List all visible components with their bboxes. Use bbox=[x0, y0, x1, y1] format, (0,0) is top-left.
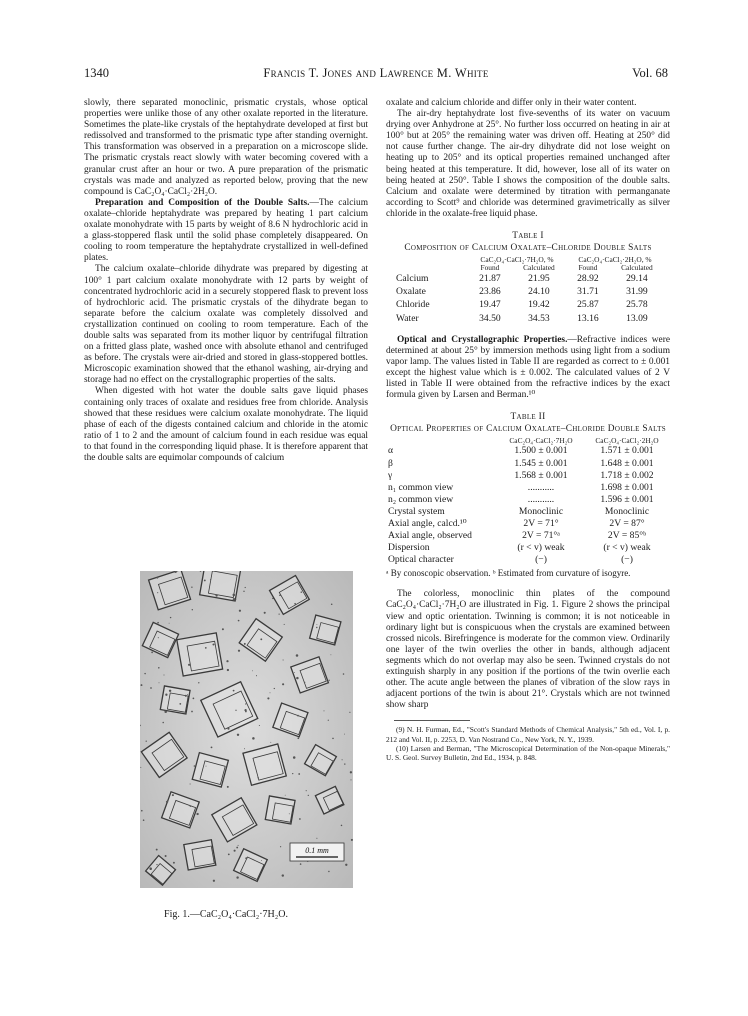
table-cell: Monoclinic bbox=[604, 505, 650, 517]
speck bbox=[280, 846, 281, 847]
table1-sub-header: Calculated bbox=[523, 263, 555, 273]
speck bbox=[164, 711, 167, 714]
paragraph: The colorless, monoclinic thin plates of the compound CaC₂O₄·CaCl₂·7H₂O are illustrated in Fig. 1. Figure 2 shows the principal view and optic orientation. Twinning is common; it is not noticeable in ordinary light but is conspicuous when the crystals are examined between crossed nicols. Birefringence is moderate for the common view. Ordinarily one layer of the twin overlies the other in bands, although adjacent segments which do not overlap may also be seen. Twinned crystals do not extinguish sharply in any position if the portions of the twin overlie each other. The acute angle between the planes of vibration of the slow rays in adjacent portions of the twin is about 21°. Crystals which are not twinned show sharp bbox=[386, 589, 670, 711]
speck bbox=[140, 767, 141, 768]
speck bbox=[190, 783, 191, 784]
table-cell: 31.71 bbox=[577, 286, 599, 298]
speck bbox=[282, 874, 284, 876]
speck bbox=[204, 579, 206, 581]
speck bbox=[344, 734, 345, 735]
speck bbox=[238, 650, 240, 652]
table-cell: (−) bbox=[621, 554, 633, 566]
speck bbox=[141, 810, 143, 812]
speck bbox=[292, 773, 293, 774]
speck bbox=[350, 779, 351, 780]
speck bbox=[158, 667, 160, 669]
speck bbox=[333, 760, 335, 762]
speck bbox=[330, 654, 331, 655]
speck bbox=[316, 838, 317, 839]
speck bbox=[280, 726, 281, 727]
speck bbox=[193, 698, 195, 700]
table-cell: Optical character bbox=[388, 554, 454, 566]
page-number: 1340 bbox=[84, 66, 109, 80]
speck bbox=[300, 863, 302, 865]
speck bbox=[198, 682, 199, 683]
paragraph: The air-dry heptahydrate lost five-sevenths of its water on vacuum drying over Anhydrone at 25°. No further loss occurred on heating in air at 100° but at 205° the remaining water was driven off. Heating at 250° did not cause further change. The air-dry dihydrate did not lose weight on heating up to 205° and its optical properties remained unchanged after being heated at this temperature. It did, however, lose all of its water on being heated at 250°. Table I shows the composition of the double salts. Calcium and oxalate were determined by titration with permanganate according to Scott⁹ and chloride was determined gravimetrically as silver chloride in the oxalate-free liquid phase. bbox=[386, 109, 670, 219]
speck bbox=[162, 722, 164, 724]
table-cell: 21.95 bbox=[528, 273, 550, 285]
table1-heading bbox=[386, 231, 670, 254]
table-row bbox=[394, 312, 664, 325]
references bbox=[386, 725, 670, 762]
speck bbox=[308, 795, 309, 796]
speck bbox=[157, 577, 159, 579]
table2-col-header: CaC₂O₄·CaCl₂·2H₂O bbox=[595, 436, 659, 446]
speck bbox=[190, 806, 191, 807]
speck bbox=[146, 741, 147, 742]
table-row bbox=[386, 554, 670, 566]
table-cell: (r < v) weak bbox=[517, 542, 565, 554]
speck bbox=[252, 670, 253, 671]
paragraph-text: —Refractive indices were determined at about 25° by immersion methods using light from a sodium vapor lamp. The values listed in Table II are regarded as correct to ± 0.001 except the highest value which is ± 0.002. The calculated values of 2 V listed in Table II were obtained from the refractive indices by the exact formula given by Larsen and Berman.¹⁰ bbox=[386, 334, 670, 401]
speck bbox=[236, 847, 238, 849]
speck bbox=[345, 864, 347, 866]
speck bbox=[243, 591, 244, 592]
paragraph: The calcium oxalate–chloride dihydrate was prepared by digesting at 100° 1 part calcium oxalate monohydrate with 12 parts by weight of concentrated hydrochloric acid in a securely stoppered flask to prevent loss of hydrochloric acid. The prismatic crystals of the dihydrate began to separate before the calcium oxalate was completely dissolved and crystallization continued on cooling to room temperature. Each of the double salts was separated from its mother liquor by centrifugal filtration on a fritted glass plate, washed once with absolute ethanol and centrifuged as before. The crystals were air-dried and stored in glass-stoppered bottles. Microscopic examination showed that the ethanol washing, air-drying and storage had no effect on the crystallographic properties of the salts. bbox=[84, 264, 368, 386]
paragraph-text: —The calcium oxalate–chloride heptahydrate was prepared by heating 1 part calcium oxalate monohydrate with 15 parts by weight of 8.6 N hydrochloric acid in a glass-stoppered flask until the solid phase completely disappeared. On cooling to room temperature the heptahydrate crystallized in well-defined plates. bbox=[84, 197, 368, 264]
speck bbox=[328, 720, 329, 721]
speck bbox=[189, 805, 190, 806]
speck bbox=[341, 825, 343, 827]
table-row bbox=[386, 470, 670, 482]
speck bbox=[192, 609, 193, 610]
speck bbox=[194, 765, 196, 767]
table1-group-header: CaC₂O₄·CaCl₂·7H₂O, % bbox=[480, 255, 554, 265]
speck bbox=[236, 876, 238, 878]
speck bbox=[272, 598, 274, 600]
speck bbox=[331, 603, 333, 605]
table-cell: 1.648 ± 0.001 bbox=[600, 457, 654, 469]
table2 bbox=[386, 437, 670, 566]
speck bbox=[239, 610, 241, 612]
speck bbox=[165, 855, 167, 857]
speck bbox=[206, 766, 207, 767]
speck bbox=[306, 790, 307, 791]
table-cell: 1.698 ± 0.001 bbox=[600, 481, 654, 493]
scale-label: 0.1 mm bbox=[305, 846, 329, 855]
speck bbox=[226, 660, 228, 662]
speck bbox=[351, 839, 353, 841]
speck bbox=[185, 695, 187, 697]
speck bbox=[344, 763, 345, 764]
table-cell: Calcium bbox=[396, 273, 429, 285]
table-cell: 29.14 bbox=[626, 273, 648, 285]
speck bbox=[294, 672, 295, 673]
table-cell: (−) bbox=[535, 554, 547, 566]
speck bbox=[257, 777, 259, 779]
speck bbox=[228, 853, 230, 855]
footnote-rule bbox=[394, 720, 470, 721]
speck bbox=[343, 673, 345, 675]
speck bbox=[297, 715, 299, 717]
table-cell: 2V = 71°ᵃ bbox=[522, 530, 560, 542]
table2-title: Optical Properties of Calcium Oxalate–Chloride Double Salts bbox=[390, 423, 666, 434]
speck bbox=[165, 694, 167, 696]
table-row bbox=[386, 458, 670, 470]
speck bbox=[169, 690, 171, 692]
speck bbox=[316, 624, 317, 625]
speck bbox=[238, 845, 239, 846]
speck bbox=[245, 587, 246, 588]
paragraph: oxalate and calcium chloride and differ only in their water content. bbox=[386, 98, 637, 108]
speck bbox=[235, 599, 236, 600]
table-row bbox=[386, 542, 670, 554]
scale-bar bbox=[290, 843, 344, 861]
speck bbox=[151, 652, 153, 654]
table1-group-header: CaC₂O₄·CaCl₂·2H₂O, % bbox=[578, 255, 652, 265]
speck bbox=[283, 659, 284, 660]
table2-header-blank bbox=[386, 437, 498, 445]
table-cell: n₂ common view bbox=[388, 493, 454, 505]
table-cell: 24.10 bbox=[528, 286, 550, 298]
speck bbox=[304, 682, 305, 683]
speck bbox=[227, 728, 229, 730]
speck bbox=[267, 697, 269, 699]
speck bbox=[284, 624, 285, 625]
speck bbox=[187, 694, 188, 695]
speck bbox=[350, 771, 352, 773]
table-cell: 25.78 bbox=[626, 299, 648, 311]
speck bbox=[237, 734, 239, 736]
speck bbox=[211, 746, 213, 748]
table-cell: 13.16 bbox=[577, 312, 599, 324]
table-cell: ........... bbox=[527, 493, 555, 505]
speck bbox=[235, 710, 236, 711]
table-cell: 23.86 bbox=[479, 286, 501, 298]
left-column bbox=[84, 98, 368, 464]
paragraph bbox=[84, 198, 368, 265]
speck bbox=[301, 591, 303, 593]
speck bbox=[233, 598, 236, 601]
speck bbox=[213, 880, 215, 882]
speck bbox=[294, 603, 296, 605]
speck bbox=[164, 675, 165, 676]
speck bbox=[279, 594, 281, 596]
speck bbox=[245, 711, 247, 713]
table-cell: α bbox=[388, 445, 394, 457]
speck bbox=[316, 627, 317, 628]
table-cell: 2V = 85°ᵇ bbox=[607, 530, 647, 542]
speck bbox=[245, 703, 246, 704]
table-cell: 19.42 bbox=[528, 299, 550, 311]
speck bbox=[227, 786, 229, 788]
table-cell: 25.87 bbox=[577, 299, 599, 311]
speck bbox=[297, 737, 299, 739]
speck bbox=[173, 862, 175, 864]
running-header bbox=[84, 66, 668, 82]
speck bbox=[141, 684, 143, 686]
table-row bbox=[386, 506, 670, 518]
table-cell: 34.50 bbox=[479, 312, 501, 324]
volume-label: Vol. 68 bbox=[632, 66, 668, 80]
speck bbox=[328, 871, 329, 872]
running-title-authors: Francis T. Jones and Lawrence M. White bbox=[263, 66, 489, 80]
table-cell: (r < v) weak bbox=[603, 542, 651, 554]
speck bbox=[150, 687, 152, 689]
table-cell: Crystal system bbox=[388, 505, 445, 517]
speck bbox=[264, 612, 266, 614]
table1-label: Table I bbox=[512, 231, 544, 242]
speck bbox=[244, 748, 245, 749]
reference-item: (10) Larsen and Berman, "The Microscopical Determination of the Non-opaque Minerals," U. S. Geol. Survey Bulletin, 2nd Ed., 1934, p. 848. bbox=[386, 743, 670, 762]
table-cell: 1.568 ± 0.001 bbox=[514, 469, 568, 481]
speck bbox=[215, 594, 217, 596]
speck bbox=[252, 737, 255, 740]
speck bbox=[270, 692, 271, 693]
table-cell: 2V = 87° bbox=[609, 517, 645, 529]
speck bbox=[191, 586, 192, 587]
table-cell: Axial angle, observed bbox=[388, 530, 472, 542]
speck bbox=[156, 864, 157, 865]
speck bbox=[245, 857, 247, 859]
speck bbox=[156, 849, 158, 851]
speck bbox=[298, 773, 300, 775]
speck bbox=[293, 756, 296, 759]
crystal-shape bbox=[200, 571, 241, 601]
table-row bbox=[394, 298, 664, 311]
right-column bbox=[386, 98, 670, 762]
table-row bbox=[394, 285, 664, 298]
speck bbox=[157, 592, 158, 593]
speck bbox=[342, 759, 343, 760]
table-row bbox=[386, 482, 670, 494]
table1-title: Composition of Calcium Oxalate–Chloride Double Salts bbox=[404, 242, 652, 253]
speck bbox=[324, 710, 325, 711]
table1 bbox=[394, 256, 664, 325]
table-cell: Water bbox=[396, 312, 419, 324]
table-cell: 34.53 bbox=[528, 312, 550, 324]
speck bbox=[172, 794, 174, 796]
crystal-shape bbox=[184, 840, 216, 870]
table1-sub-header: Calculated bbox=[621, 263, 653, 273]
section-heading: Preparation and Composition of the Double Salts. bbox=[95, 197, 310, 208]
table-cell: 13.09 bbox=[626, 312, 648, 324]
table2-footnote: ᵃ By conoscopic observation. ᵇ Estimated from curvature of isogyre. bbox=[386, 568, 631, 579]
speck bbox=[188, 664, 190, 666]
table1-header-blank bbox=[394, 256, 468, 264]
speck bbox=[196, 813, 198, 815]
speck bbox=[210, 579, 211, 580]
table-row bbox=[386, 530, 670, 542]
speck bbox=[212, 643, 214, 645]
speck bbox=[299, 818, 301, 820]
speck bbox=[296, 654, 299, 657]
table-row bbox=[386, 518, 670, 530]
speck bbox=[234, 850, 236, 852]
speck bbox=[296, 677, 298, 679]
speck bbox=[329, 680, 330, 681]
table-cell: 31.99 bbox=[626, 286, 648, 298]
reference-item: (9) N. H. Furman, Ed., "Scott's Standard Methods of Chemical Analysis," 5th ed., Vol. I, p. 212 and Vol. II, p. 2253, D. Van Nostrand Co., New York, N. Y., 1939. bbox=[386, 725, 670, 744]
speck bbox=[233, 594, 236, 597]
speck bbox=[227, 669, 229, 671]
speck bbox=[256, 675, 257, 676]
speck bbox=[279, 614, 280, 615]
speck bbox=[157, 622, 159, 624]
speck bbox=[166, 801, 168, 803]
table-cell: 1.596 ± 0.001 bbox=[600, 493, 654, 505]
table-cell: Oxalate bbox=[396, 286, 426, 298]
speck bbox=[274, 688, 275, 689]
table1-sub-header: Found bbox=[578, 263, 598, 273]
speck bbox=[349, 712, 350, 713]
speck bbox=[149, 867, 152, 870]
speck bbox=[143, 819, 145, 821]
table-cell: Chloride bbox=[396, 299, 430, 311]
speck bbox=[159, 682, 160, 683]
table-cell: 21.87 bbox=[479, 273, 501, 285]
speck bbox=[260, 638, 262, 640]
table-row bbox=[394, 272, 664, 285]
paragraph: slowly, there separated monoclinic, prismatic crystals, whose optical properties were unlike those of any other oxalate reported in the literature. Sometimes the plate-like crystals of the heptahydrate developed at first but redissolved and transformed to the prismatic type after standing overnight. This transformation was observed in a preparation on a microscope slide. The prismatic crystals react slowly with water becoming covered with a granular crust after an hour or two. A pure preparation of the prismatic crystals was made and analyzed as reported below, proving that the new compound is CaC₂O₄·CaCl₂·2H₂O. bbox=[84, 98, 368, 197]
figure-caption: Fig. 1.—CaC₂O₄·CaCl₂·7H₂O. bbox=[164, 909, 288, 920]
table-cell: 19.47 bbox=[479, 299, 501, 311]
table-row bbox=[386, 494, 670, 506]
speck bbox=[144, 673, 145, 674]
table-cell: 28.92 bbox=[577, 273, 599, 285]
speck bbox=[261, 860, 262, 861]
table-cell: Dispersion bbox=[388, 542, 430, 554]
micrograph-image bbox=[140, 571, 353, 888]
paragraph bbox=[386, 335, 670, 402]
speck bbox=[205, 647, 207, 649]
speck bbox=[191, 711, 193, 713]
table-cell: 2V = 71° bbox=[523, 517, 559, 529]
crystal-micrograph bbox=[140, 571, 353, 888]
speck bbox=[289, 813, 290, 814]
speck bbox=[169, 623, 170, 624]
table2-col-header: CaC₂O₄·CaCl₂·7H₂O bbox=[509, 436, 573, 446]
section-heading: Optical and Crystallographic Properties. bbox=[397, 334, 568, 345]
speck bbox=[179, 703, 181, 705]
table-cell: ........... bbox=[527, 481, 555, 493]
speck bbox=[282, 683, 284, 685]
table1-header-blank bbox=[394, 264, 468, 272]
table-cell: n₁ common view bbox=[388, 481, 454, 493]
speck bbox=[285, 795, 286, 796]
speck bbox=[244, 643, 246, 645]
speck bbox=[270, 742, 271, 743]
speck bbox=[332, 738, 334, 740]
speck bbox=[233, 690, 235, 692]
speck bbox=[222, 628, 224, 630]
table2-label: Table II bbox=[510, 412, 546, 423]
table-row bbox=[386, 445, 670, 457]
table-cell: Monoclinic bbox=[518, 505, 564, 517]
table1-sub-header: Found bbox=[480, 263, 500, 273]
table-cell: β bbox=[388, 457, 393, 469]
table-cell: γ bbox=[388, 469, 393, 481]
table-cell: 1.545 ± 0.001 bbox=[514, 457, 568, 469]
speck bbox=[259, 725, 260, 726]
table-cell: 1.571 ± 0.001 bbox=[600, 445, 654, 457]
speck bbox=[170, 617, 171, 618]
speck bbox=[238, 620, 240, 622]
table2-heading bbox=[386, 412, 670, 435]
table-cell: 1.718 ± 0.002 bbox=[600, 469, 654, 481]
paragraph: When digested with hot water the double salts gave liquid phases containing only traces of oxalate and residues free from chloride. Analysis showed that these residues were calcium oxalate monohydrate. The liquid phase of each of the digests contained calcium and chloride in the atomic ratio of 1 to 2 and the amount of calcium found in each residue was equal to that found in the corresponding liquid phase. It is therefore apparent that the double salts are equimolar compounds of calcium bbox=[84, 386, 368, 463]
table-cell: 1.500 ± 0.001 bbox=[514, 445, 568, 457]
table-cell: Axial angle, calcd.¹⁰ bbox=[388, 517, 467, 529]
speck bbox=[158, 637, 159, 638]
